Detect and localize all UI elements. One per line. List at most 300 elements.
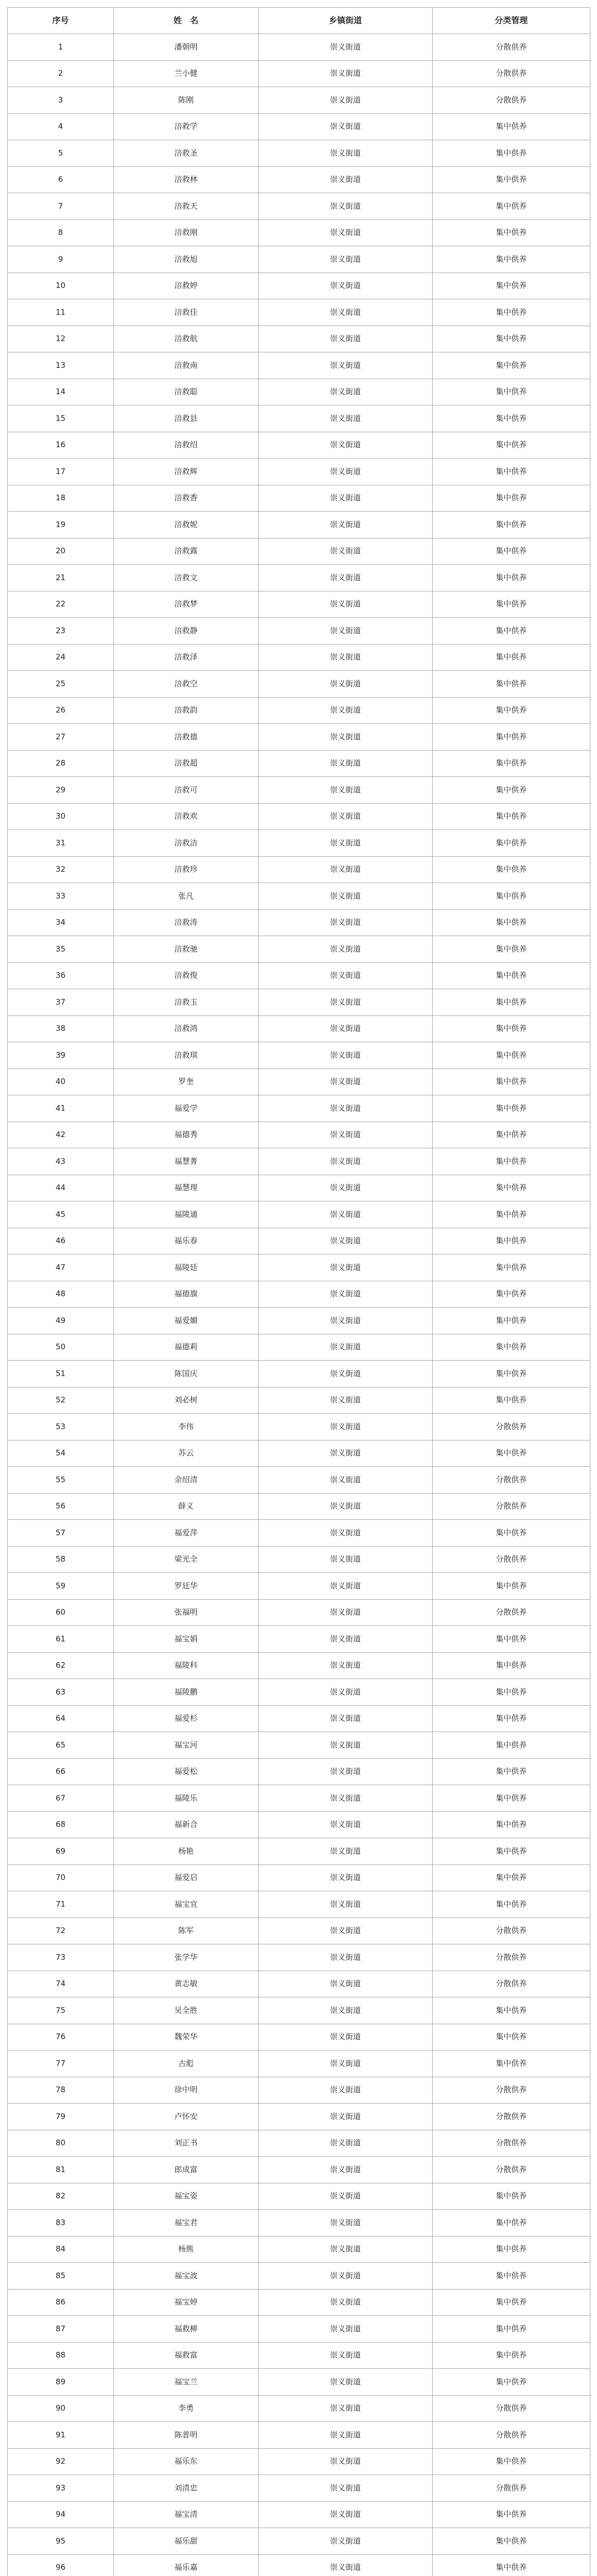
cell-category: 集中供养: [433, 299, 590, 326]
cell-street: 崇义街道: [259, 1652, 433, 1679]
cell-street: 崇义街道: [259, 34, 433, 61]
cell-street: 崇义街道: [259, 1758, 433, 1785]
cell-street: 崇义街道: [259, 2448, 433, 2475]
cell-name: 李伟: [114, 1414, 259, 1440]
cell-street: 崇义街道: [259, 2342, 433, 2369]
cell-street: 崇义街道: [259, 246, 433, 273]
cell-name: 张学华: [114, 1944, 259, 1971]
cell-street: 崇义街道: [259, 591, 433, 618]
cell-serial: 94: [8, 2501, 114, 2528]
cell-name: 陈军: [114, 1918, 259, 1944]
cell-category: 分散供养: [433, 2130, 590, 2157]
cell-name: 余绍清: [114, 1467, 259, 1494]
cell-street: 崇义街道: [259, 1679, 433, 1706]
cell-street: 崇义街道: [259, 1573, 433, 1600]
table-row: [8, 2342, 590, 2369]
cell-street: 崇义街道: [259, 1546, 433, 1573]
cell-serial: 72: [8, 1918, 114, 1944]
table-row: [8, 1069, 590, 1095]
header-street: 乡镇街道: [259, 8, 433, 34]
table-row: [8, 1918, 590, 1944]
cell-serial: 20: [8, 538, 114, 565]
cell-name: 涪救俊: [114, 962, 259, 989]
cell-serial: 33: [8, 883, 114, 910]
cell-serial: 14: [8, 379, 114, 405]
cell-name: 福乐嘉: [114, 2554, 259, 2576]
cell-name: 杨熊: [114, 2236, 259, 2263]
table-row: [8, 2050, 590, 2077]
cell-category: 集中供养: [433, 1785, 590, 1812]
cell-serial: 65: [8, 1732, 114, 1759]
cell-category: 集中供养: [433, 883, 590, 910]
cell-name: 涪救可: [114, 777, 259, 804]
cell-category: 集中供养: [433, 671, 590, 698]
cell-category: 集中供养: [433, 2369, 590, 2396]
cell-name: 福陵通: [114, 1201, 259, 1228]
cell-street: 崇义街道: [259, 644, 433, 671]
cell-serial: 78: [8, 2077, 114, 2104]
cell-street: 崇义街道: [259, 2024, 433, 2050]
cell-serial: 19: [8, 512, 114, 538]
cell-name: 福陵乐: [114, 1785, 259, 1812]
cell-category: 集中供养: [433, 2210, 590, 2236]
table-row: [8, 219, 590, 246]
cell-serial: 27: [8, 724, 114, 751]
cell-serial: 85: [8, 2263, 114, 2290]
table-row: [8, 2528, 590, 2555]
cell-name: 涪救婷: [114, 273, 259, 299]
cell-name: 福慧理: [114, 1175, 259, 1201]
table-row: [8, 2024, 590, 2050]
cell-category: 集中供养: [433, 1069, 590, 1095]
cell-street: 崇义街道: [259, 2077, 433, 2104]
cell-category: 集中供养: [433, 1705, 590, 1732]
table-row: [8, 512, 590, 538]
cell-category: 集中供养: [433, 1281, 590, 1308]
cell-serial: 83: [8, 2210, 114, 2236]
cell-name: 福乐春: [114, 1228, 259, 1255]
cell-serial: 64: [8, 1705, 114, 1732]
cell-street: 崇义街道: [259, 405, 433, 432]
cell-serial: 92: [8, 2448, 114, 2475]
cell-street: 崇义街道: [259, 1095, 433, 1122]
cell-street: 崇义街道: [259, 750, 433, 777]
table-row: [8, 2263, 590, 2290]
cell-name: 福新合: [114, 1811, 259, 1838]
cell-category: 集中供养: [433, 618, 590, 645]
cell-serial: 79: [8, 2104, 114, 2130]
cell-serial: 75: [8, 1997, 114, 2024]
cell-category: 集中供养: [433, 273, 590, 299]
cell-name: 涪救鸿: [114, 1015, 259, 1042]
cell-category: 分散供养: [433, 2395, 590, 2422]
cell-category: 分散供养: [433, 1493, 590, 1520]
cell-name: 梁光全: [114, 1546, 259, 1573]
cell-street: 崇义街道: [259, 803, 433, 830]
cell-serial: 21: [8, 565, 114, 591]
cell-street: 崇义街道: [259, 1122, 433, 1148]
table-row: [8, 1122, 590, 1148]
cell-serial: 57: [8, 1520, 114, 1547]
table-row: [8, 1785, 590, 1812]
cell-street: 崇义街道: [259, 1255, 433, 1281]
table-row: [8, 2369, 590, 2396]
cell-serial: 6: [8, 166, 114, 193]
table-row: [8, 2077, 590, 2104]
cell-serial: 9: [8, 246, 114, 273]
cell-category: 集中供养: [433, 1255, 590, 1281]
table-row: [8, 1175, 590, 1201]
table-row: [8, 193, 590, 220]
cell-street: 崇义街道: [259, 2369, 433, 2396]
cell-serial: 50: [8, 1334, 114, 1361]
cell-street: 崇义街道: [259, 2289, 433, 2316]
cell-name: 福爱学: [114, 1095, 259, 1122]
table-row: [8, 989, 590, 1016]
table-row: [8, 2316, 590, 2343]
cell-serial: 13: [8, 352, 114, 379]
cell-serial: 10: [8, 273, 114, 299]
table-row: [8, 1997, 590, 2024]
cell-serial: 28: [8, 750, 114, 777]
table-row: [8, 326, 590, 352]
cell-category: 集中供养: [433, 1308, 590, 1334]
table-row: [8, 1387, 590, 1414]
cell-category: 分散供养: [433, 1918, 590, 1944]
cell-category: 集中供养: [433, 1201, 590, 1228]
cell-category: 集中供养: [433, 2554, 590, 2576]
cell-street: 崇义街道: [259, 1997, 433, 2024]
cell-name: 涪救林: [114, 166, 259, 193]
cell-serial: 84: [8, 2236, 114, 2263]
cell-serial: 96: [8, 2554, 114, 2576]
table-row: [8, 962, 590, 989]
cell-name: 福救富: [114, 2342, 259, 2369]
cell-street: 崇义街道: [259, 989, 433, 1016]
cell-category: 集中供养: [433, 2183, 590, 2210]
cell-category: 分散供养: [433, 60, 590, 87]
cell-street: 崇义街道: [259, 2395, 433, 2422]
cell-street: 崇义街道: [259, 432, 433, 459]
table-row: [8, 2104, 590, 2130]
cell-street: 崇义街道: [259, 1361, 433, 1387]
table-row: [8, 87, 590, 114]
table-row: [8, 1308, 590, 1334]
cell-name: 福宝波: [114, 2263, 259, 2290]
cell-category: 集中供养: [433, 1811, 590, 1838]
cell-category: 集中供养: [433, 1015, 590, 1042]
cell-serial: 62: [8, 1652, 114, 1679]
cell-name: 福宝兰: [114, 2369, 259, 2396]
table-row: [8, 1520, 590, 1547]
cell-serial: 54: [8, 1440, 114, 1467]
cell-name: 卢怀安: [114, 2104, 259, 2130]
table-row: [8, 2501, 590, 2528]
cell-name: 涪救涛: [114, 909, 259, 936]
cell-street: 崇义街道: [259, 1865, 433, 1891]
cell-name: 福德旗: [114, 1281, 259, 1308]
cell-name: 古彪: [114, 2050, 259, 2077]
cell-category: 集中供养: [433, 326, 590, 352]
table-row: [8, 618, 590, 645]
cell-serial: 8: [8, 219, 114, 246]
cell-serial: 93: [8, 2475, 114, 2502]
cell-street: 崇义街道: [259, 1705, 433, 1732]
cell-name: 涪救泽: [114, 644, 259, 671]
cell-category: 集中供养: [433, 405, 590, 432]
cell-serial: 68: [8, 1811, 114, 1838]
cell-street: 崇义街道: [259, 2501, 433, 2528]
cell-category: 集中供养: [433, 724, 590, 751]
cell-serial: 45: [8, 1201, 114, 1228]
header-category: 分类管理: [433, 8, 590, 34]
cell-name: 福爱萍: [114, 1520, 259, 1547]
cell-name: 徐中明: [114, 2077, 259, 2104]
cell-serial: 39: [8, 1042, 114, 1069]
table-row: [8, 2210, 590, 2236]
cell-category: 集中供养: [433, 1440, 590, 1467]
cell-street: 崇义街道: [259, 459, 433, 485]
cell-serial: 31: [8, 830, 114, 857]
table-row: [8, 2130, 590, 2157]
cell-name: 涪救玉: [114, 989, 259, 1016]
table-row: [8, 883, 590, 910]
cell-category: 分散供养: [433, 1546, 590, 1573]
cell-serial: 34: [8, 909, 114, 936]
cell-street: 崇义街道: [259, 1069, 433, 1095]
cell-serial: 71: [8, 1891, 114, 1918]
cell-category: 集中供养: [433, 1891, 590, 1918]
cell-street: 崇义街道: [259, 485, 433, 512]
table-row: [8, 1414, 590, 1440]
cell-street: 崇义街道: [259, 60, 433, 87]
table-row: [8, 671, 590, 698]
cell-street: 崇义街道: [259, 1811, 433, 1838]
cell-serial: 59: [8, 1573, 114, 1600]
table-row: [8, 803, 590, 830]
table-row: [8, 1255, 590, 1281]
cell-street: 崇义街道: [259, 1599, 433, 1626]
table-row: [8, 1599, 590, 1626]
cell-serial: 53: [8, 1414, 114, 1440]
table-row: [8, 1440, 590, 1467]
roster-body: [8, 34, 590, 2576]
cell-name: 郎成富: [114, 2157, 259, 2183]
cell-serial: 56: [8, 1493, 114, 1520]
cell-name: 福宝河: [114, 1732, 259, 1759]
cell-street: 崇义街道: [259, 1042, 433, 1069]
cell-name: 刘清忠: [114, 2475, 259, 2502]
cell-name: 涪救琪: [114, 1042, 259, 1069]
table-row: [8, 379, 590, 405]
table-row: [8, 1361, 590, 1387]
cell-category: 分散供养: [433, 2422, 590, 2449]
cell-street: 崇义街道: [259, 2528, 433, 2555]
table-row: [8, 1971, 590, 1997]
cell-category: 集中供养: [433, 1679, 590, 1706]
cell-name: 涪救刚: [114, 219, 259, 246]
cell-street: 崇义街道: [259, 352, 433, 379]
cell-name: 福德莉: [114, 1334, 259, 1361]
cell-serial: 60: [8, 1599, 114, 1626]
table-row: [8, 405, 590, 432]
table-row: [8, 830, 590, 857]
cell-street: 崇义街道: [259, 883, 433, 910]
table-row: [8, 591, 590, 618]
cell-serial: 74: [8, 1971, 114, 1997]
cell-street: 崇义街道: [259, 1838, 433, 1865]
cell-name: 涪救聪: [114, 379, 259, 405]
table-row: [8, 1467, 590, 1494]
cell-name: 福宝娟: [114, 1626, 259, 1653]
cell-category: 集中供养: [433, 432, 590, 459]
cell-street: 崇义街道: [259, 326, 433, 352]
cell-street: 崇义街道: [259, 724, 433, 751]
cell-serial: 5: [8, 140, 114, 167]
cell-name: 涪救驰: [114, 936, 259, 963]
cell-street: 崇义街道: [259, 671, 433, 698]
cell-street: 崇义街道: [259, 1971, 433, 1997]
table-row: [8, 2236, 590, 2263]
cell-street: 崇义街道: [259, 697, 433, 724]
cell-name: 涪救圣: [114, 140, 259, 167]
cell-name: 涪救文: [114, 565, 259, 591]
cell-serial: 63: [8, 1679, 114, 1706]
cell-street: 崇义街道: [259, 1148, 433, 1175]
table-row: [8, 352, 590, 379]
cell-category: 集中供养: [433, 379, 590, 405]
cell-category: 集中供养: [433, 459, 590, 485]
table-row: [8, 777, 590, 804]
cell-serial: 87: [8, 2316, 114, 2343]
table-row: [8, 166, 590, 193]
cell-street: 崇义街道: [259, 1918, 433, 1944]
cell-serial: 52: [8, 1387, 114, 1414]
cell-serial: 81: [8, 2157, 114, 2183]
cell-category: 分散供养: [433, 2157, 590, 2183]
table-row: [8, 1573, 590, 1600]
cell-street: 崇义街道: [259, 2183, 433, 2210]
cell-name: 罗廷华: [114, 1573, 259, 1600]
cell-name: 涪救香: [114, 485, 259, 512]
cell-serial: 69: [8, 1838, 114, 1865]
cell-serial: 24: [8, 644, 114, 671]
cell-name: 福陵鹏: [114, 1679, 259, 1706]
cell-serial: 77: [8, 2050, 114, 2077]
table-row: [8, 246, 590, 273]
table-row: [8, 1811, 590, 1838]
cell-name: 潘朝明: [114, 34, 259, 61]
table-row: [8, 1228, 590, 1255]
cell-category: 集中供养: [433, 644, 590, 671]
cell-name: 涪救韵: [114, 697, 259, 724]
table-row: [8, 1652, 590, 1679]
cell-name: 陈刚: [114, 87, 259, 114]
table-row: [8, 2475, 590, 2502]
cell-serial: 90: [8, 2395, 114, 2422]
cell-name: 刘正书: [114, 2130, 259, 2157]
cell-street: 崇义街道: [259, 777, 433, 804]
cell-serial: 2: [8, 60, 114, 87]
table-row: [8, 459, 590, 485]
cell-category: 分散供养: [433, 34, 590, 61]
cell-street: 崇义街道: [259, 113, 433, 140]
cell-serial: 38: [8, 1015, 114, 1042]
cell-category: 集中供养: [433, 512, 590, 538]
cell-street: 崇义街道: [259, 299, 433, 326]
cell-name: 陈普明: [114, 2422, 259, 2449]
cell-serial: 88: [8, 2342, 114, 2369]
table-row: [8, 750, 590, 777]
cell-name: 福宝清: [114, 2501, 259, 2528]
header-serial: 序号: [8, 8, 114, 34]
table-row: [8, 2448, 590, 2475]
table-row: [8, 1732, 590, 1759]
cell-category: 分散供养: [433, 2104, 590, 2130]
cell-category: 集中供养: [433, 1228, 590, 1255]
cell-category: 分散供养: [433, 1414, 590, 1440]
cell-name: 涪救旭: [114, 246, 259, 273]
cell-category: 集中供养: [433, 2050, 590, 2077]
cell-name: 福慧菁: [114, 1148, 259, 1175]
cell-serial: 36: [8, 962, 114, 989]
table-row: [8, 273, 590, 299]
cell-serial: 48: [8, 1281, 114, 1308]
cell-category: 集中供养: [433, 1361, 590, 1387]
cell-serial: 51: [8, 1361, 114, 1387]
table-row: [8, 724, 590, 751]
roster-sheet: [7, 7, 590, 2576]
cell-serial: 66: [8, 1758, 114, 1785]
cell-name: 涪救梦: [114, 591, 259, 618]
cell-category: 集中供养: [433, 803, 590, 830]
cell-serial: 80: [8, 2130, 114, 2157]
cell-serial: 15: [8, 405, 114, 432]
table-row: [8, 856, 590, 883]
table-row: [8, 2289, 590, 2316]
cell-name: 福爱杉: [114, 1705, 259, 1732]
table-row: [8, 1891, 590, 1918]
cell-name: 涪救绍: [114, 432, 259, 459]
cell-street: 崇义街道: [259, 1440, 433, 1467]
cell-name: 福德秀: [114, 1122, 259, 1148]
table-row: [8, 1095, 590, 1122]
table-row: [8, 1042, 590, 1069]
cell-serial: 95: [8, 2528, 114, 2555]
cell-serial: 25: [8, 671, 114, 698]
roster-table: [7, 7, 590, 2576]
cell-serial: 23: [8, 618, 114, 645]
cell-name: 陈国庆: [114, 1361, 259, 1387]
cell-category: 集中供养: [433, 1997, 590, 2024]
table-row: [8, 1546, 590, 1573]
table-row: [8, 2183, 590, 2210]
cell-category: 分散供养: [433, 2475, 590, 2502]
cell-name: 福陵科: [114, 1652, 259, 1679]
cell-category: 分散供养: [433, 1599, 590, 1626]
cell-category: 集中供养: [433, 1148, 590, 1175]
cell-street: 崇义街道: [259, 2554, 433, 2576]
cell-category: 集中供养: [433, 830, 590, 857]
cell-name: 张福明: [114, 1599, 259, 1626]
cell-category: 集中供养: [433, 750, 590, 777]
table-row: [8, 1493, 590, 1520]
cell-name: 涪救天: [114, 193, 259, 220]
cell-street: 崇义街道: [259, 2475, 433, 2502]
cell-name: 涪救欢: [114, 803, 259, 830]
cell-street: 崇义街道: [259, 909, 433, 936]
cell-serial: 26: [8, 697, 114, 724]
